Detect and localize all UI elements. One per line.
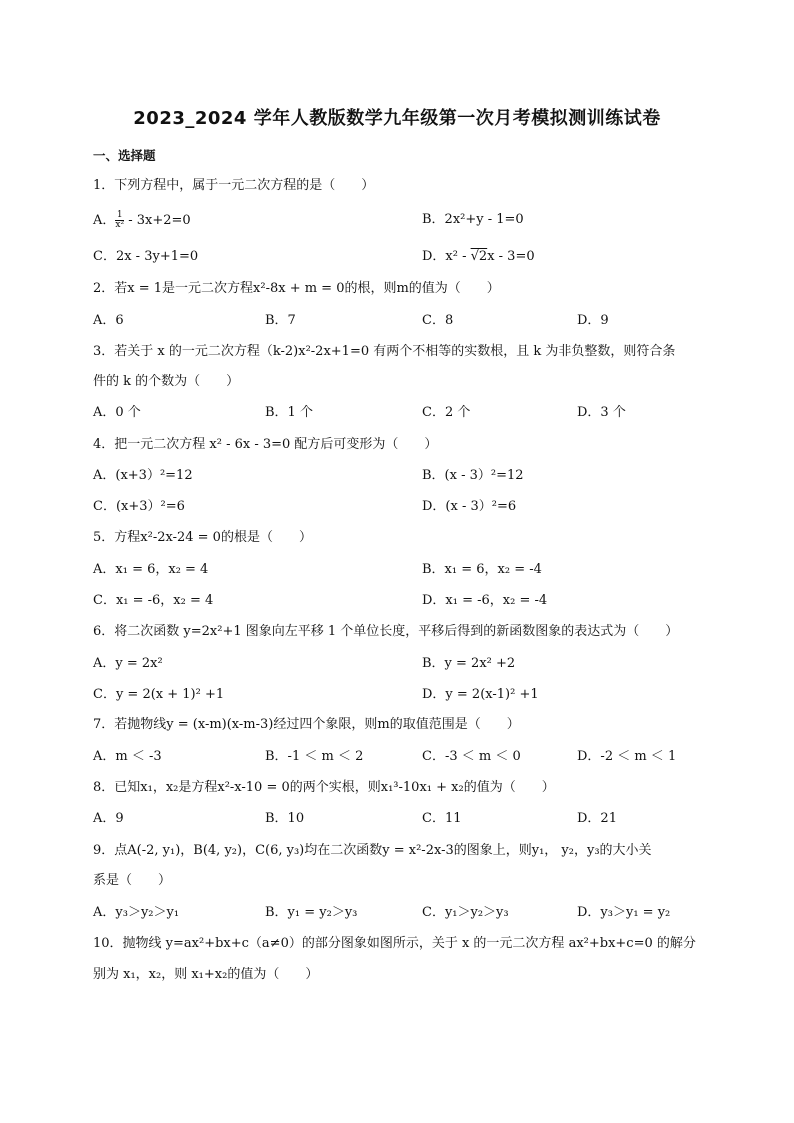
question-3-option-c[interactable]: C．2 个 <box>422 405 471 420</box>
question-5-options-row-1 <box>93 561 701 579</box>
question-4-stem: 4．把一元二次方程 x² - 6x - 3=0 配方后可变形为（ ） <box>93 437 438 452</box>
question-5-option-b[interactable]: B．x₁ = 6，x₂ = -4 <box>422 562 542 577</box>
question-1-option-d[interactable]: D．x² - √2x - 3=0 <box>422 249 535 264</box>
question-7-option-d[interactable]: D．-2 ＜ m ＜ 1 <box>577 749 677 764</box>
question-9-options <box>93 904 701 922</box>
question-2-stem: 2．若x = 1是一元二次方程x²-8x + m = 0的根，则m的值为（ ） <box>93 281 500 296</box>
question-6-stem: 6．将二次函数 y=2x²+1 图象向左平移 1 个单位长度，平移后得到的新函数图象的表达式为（ ） <box>93 624 679 639</box>
question-3-option-b[interactable]: B．1 个 <box>265 405 313 420</box>
question-2-option-a[interactable]: A．6 <box>93 313 124 328</box>
question-9-option-d[interactable]: D．y₃＞y₁ = y₂ <box>577 905 671 920</box>
question-6-options-row-1 <box>93 655 701 673</box>
question-8-option-d[interactable]: D．21 <box>577 811 617 826</box>
question-7-stem: 7．若抛物线y = (x-m)(x-m-3)经过四个象限，则m的取值范围是（ ） <box>93 717 520 732</box>
question-8-option-a[interactable]: A．9 <box>93 811 124 826</box>
question-4-option-b[interactable]: B．(x - 3）²=12 <box>422 468 524 483</box>
section-heading: 一、选择题 <box>93 148 156 163</box>
question-9-option-a[interactable]: A．y₃＞y₂＞y₁ <box>93 905 180 920</box>
question-5-stem: 5．方程x²-2x-24 = 0的根是（ ） <box>93 530 312 545</box>
question-3-option-a[interactable]: A．0 个 <box>93 405 141 420</box>
page-title: 2023_2024 学年人教版数学九年级第一次月考模拟测训练试卷 <box>133 108 661 129</box>
question-1-option-a[interactable]: A． $\frac{1}{\text{x²}}$ - 3x+2=0 <box>93 210 191 230</box>
question-3-option-d[interactable]: D．3 个 <box>577 405 626 420</box>
question-7-option-c[interactable]: C．-3 ＜ m ＜ 0 <box>422 749 521 764</box>
question-8-options <box>93 810 701 828</box>
question-9-option-b[interactable]: B．y₁ = y₂＞y₃ <box>265 905 358 920</box>
question-4-option-a[interactable]: A．(x+3）²=12 <box>93 468 193 483</box>
question-2-option-c[interactable]: C．8 <box>422 313 454 328</box>
question-10-stem-line-2: 别为 x₁，x₂，则 x₁+x₂的值为（ ） <box>93 967 319 982</box>
question-10-stem-line-1: 10．抛物线 y=ax²+bx+c（a≠0）的部分图象如图所示，关于 x 的一元二次方程 ax²+bx+c=0 的解分 <box>93 936 696 951</box>
question-5-option-c[interactable]: C．x₁ = -6，x₂ = 4 <box>93 593 214 608</box>
question-3-options <box>93 404 701 422</box>
question-5-option-a[interactable]: A．x₁ = 6，x₂ = 4 <box>93 562 209 577</box>
question-5-option-d[interactable]: D．x₁ = -6，x₂ = -4 <box>422 593 548 608</box>
question-6-options-row-2 <box>93 686 701 704</box>
question-1-options-row-1 <box>93 211 701 229</box>
question-9-stem-line-2: 系是（ ） <box>93 873 172 888</box>
question-8-stem: 8．已知x₁，x₂是方程x²-x-10 = 0的两个实根，则x₁³-10x₁ + x₂的值为（ ） <box>93 780 555 795</box>
question-6-option-c[interactable]: C．y = 2(x + 1)² +1 <box>93 687 225 702</box>
question-3-stem-line-1: 3．若关于 x 的一元二次方程（k-2)x²-2x+1=0 有两个不相等的实数根，且 k 为非负整数，则符合条 <box>93 344 676 359</box>
question-6-option-a[interactable]: A．y = 2x² <box>93 656 163 671</box>
question-1-option-b[interactable]: B．2x²+y - 1=0 <box>422 212 524 227</box>
question-2-options <box>93 312 701 330</box>
question-1-stem: 1．下列方程中，属于一元二次方程的是（ ） <box>93 178 375 193</box>
question-4-options-row-1 <box>93 467 701 485</box>
question-2-option-d[interactable]: D．9 <box>577 313 609 328</box>
question-4-option-c[interactable]: C．(x+3）²=6 <box>93 499 185 514</box>
question-7-option-b[interactable]: B．-1 ＜ m ＜ 2 <box>265 749 364 764</box>
question-1-option-c[interactable]: C．2x - 3y+1=0 <box>93 249 199 264</box>
question-7-option-a[interactable]: A．m ＜ -3 <box>93 749 162 764</box>
question-8-option-c[interactable]: C．11 <box>422 811 462 826</box>
question-8-option-b[interactable]: B．10 <box>265 811 305 826</box>
question-3-stem-line-2: 件的 k 的个数为（ ） <box>93 374 240 389</box>
question-4-option-d[interactable]: D．(x - 3）²=6 <box>422 499 517 514</box>
question-5-options-row-2 <box>93 592 701 610</box>
question-2-option-b[interactable]: B．7 <box>265 313 296 328</box>
question-6-option-b[interactable]: B．y = 2x² +2 <box>422 656 516 671</box>
question-9-option-c[interactable]: C．y₁＞y₂＞y₃ <box>422 905 509 920</box>
question-4-options-row-2 <box>93 498 701 516</box>
question-1-options-row-2 <box>93 248 701 266</box>
question-9-stem-line-1: 9．点A(-2, y₁)，B(4, y₂)，C(6, y₃)均在二次函数y = x²-2x-3的图象上，则y₁， y₂，y₃的大小关 <box>93 843 652 858</box>
question-6-option-d[interactable]: D．y = 2(x-1)² +1 <box>422 687 539 702</box>
question-7-options <box>93 748 701 766</box>
